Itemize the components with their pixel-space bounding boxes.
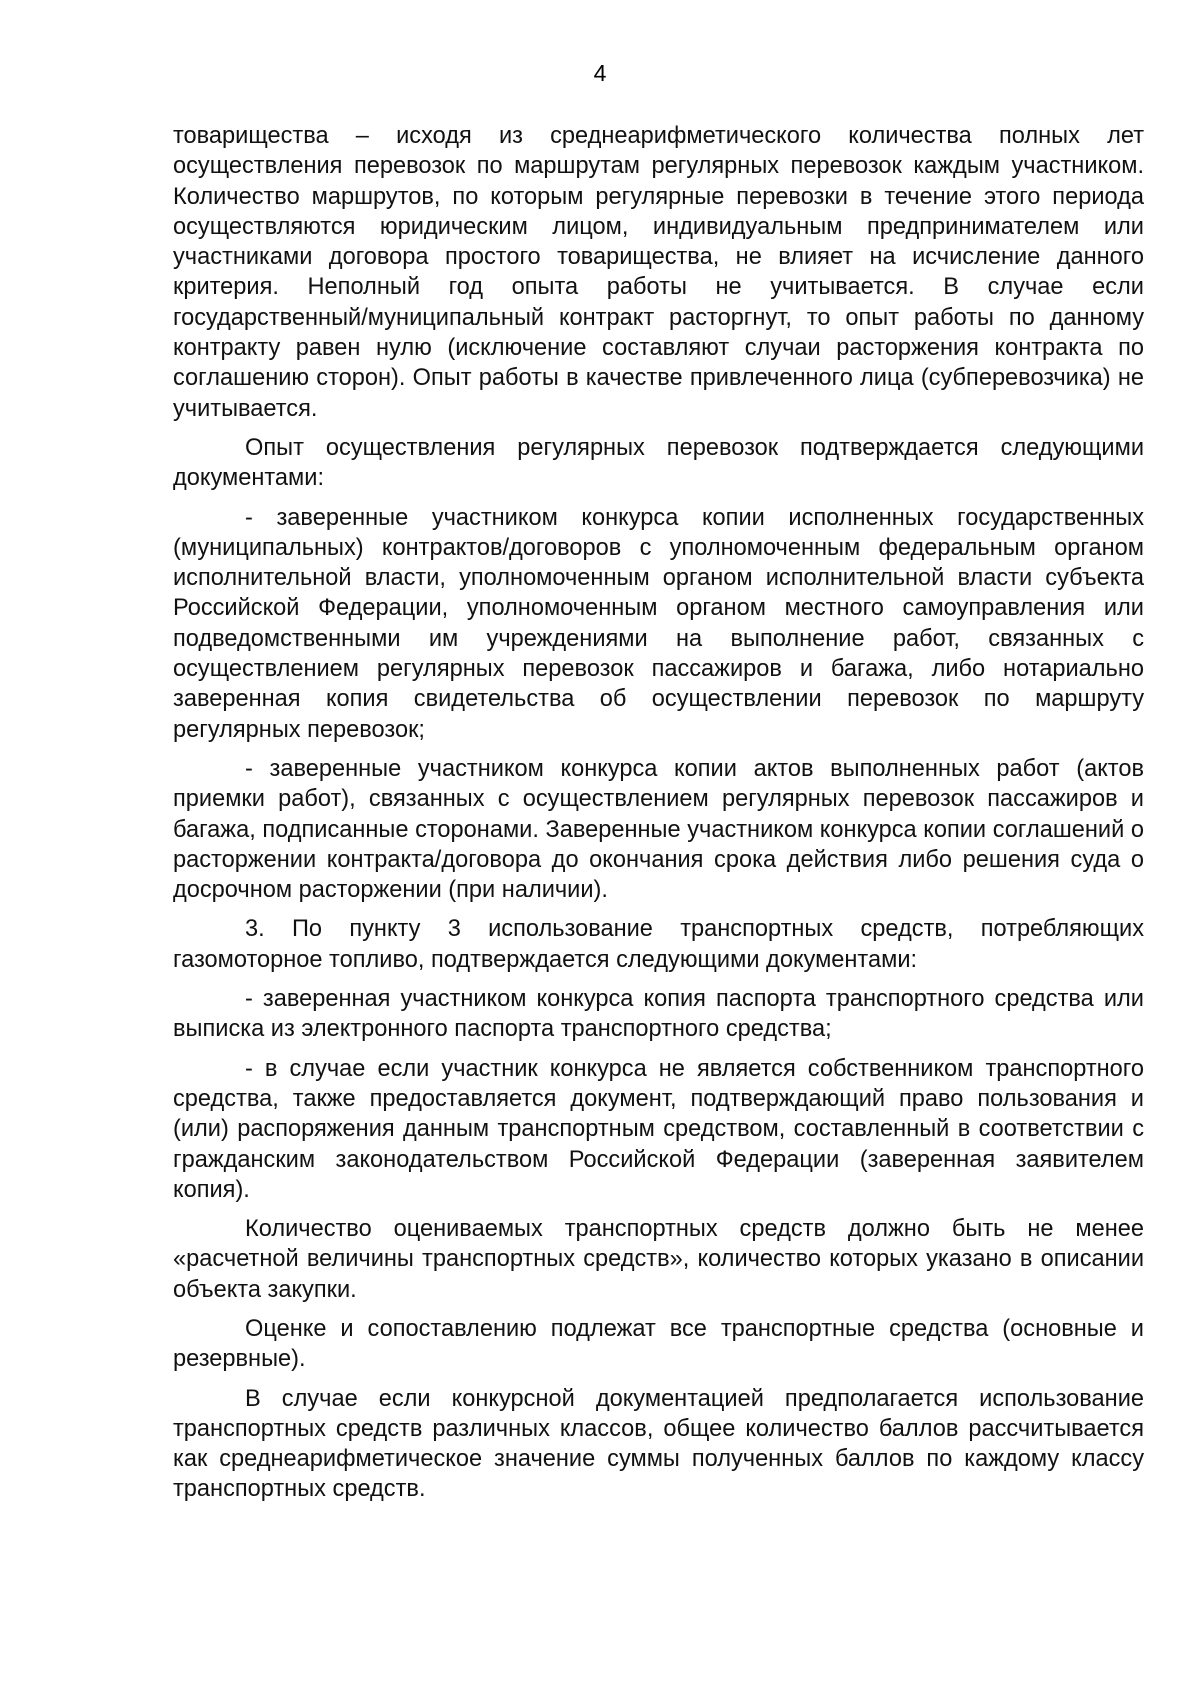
paragraph-evaluation-scope: Оценке и сопоставлению подлежат все транспортные средства (основные и резервные). [173,1315,1144,1373]
list-item-vehicle-passport: - заверенная участником конкурса копия паспорта транспортного средства или выписка из электронного паспорта транспортного средства; [173,986,1144,1043]
list-item-contracts-copies: - заверенные участником конкурса копии исполненных государственных (муниципальных) контрактов/договоров с уполномоченным федеральным органом исполнительной власти, уполномоченным органом исполнительной власти субъекта Российской Федерации, уполномоченным органом местного самоуправления или подведомственными им учреждениями на выполнение работ, связанных с осуществлением регулярных перевозок пассажиров и багажа, либо нотариально заверенная копия свидетельства об осуществлении перевозок по маршруту регулярных перевозок; [173,504,1144,743]
paragraph-vehicle-quantity: Количество оцениваемых транспортных средств должно быть не менее «расчетной величины транспортных средств», количество которых указано в описании объекта закупки. [173,1216,1144,1303]
page-number: 4 [593,60,607,86]
list-item-usage-right-document: - в случае если участник конкурса не является собственником транспортного средства, также предоставляется документ, подтверждающий право пользования и (или) распоряжения данным транспортным средством, составленный в соответствии с гражданским законодательством Российской Федерации (заверенная заявителем копия). [173,1055,1144,1203]
paragraph-experience-calculation: товарищества – исходя из среднеарифметического количества полных лет осуществления перевозок по маршрутам регулярных перевозок каждым участником. Количество маршрутов, по которым регулярные перевозки в течение этого периода осуществляются юридическим лицом, индивидуальным предпринимателем или участниками договора простого товарищества, не влияет на исчисление данного критерия. Неполный год опыта работы не учитывается. В случае если государственный/муниципальный контракт расторгнут, то опыт работы по данному контракту равен нулю (исключение составляют случаи расторжения контракта по соглашению сторон). Опыт работы в качестве привлеченного лица (субперевозчика) не учитывается. [173,123,1144,422]
document-body [173,121,1144,1505]
paragraph-score-calculation: В случае если конкурсной документацией предполагается использование транспортных средств различных классов, общее количество баллов рассчитывается как среднеарифметическое значение суммы полученных баллов по каждому классу транспортных средств. [173,1385,1144,1503]
paragraph-experience-documents-intro: Опыт осуществления регулярных перевозок подтверждается следующими документами: [173,434,1144,492]
list-item-acts-copies: - заверенные участником конкурса копии актов выполненных работ (актов приемки работ), связанных с осуществлением регулярных перевозок пассажиров и багажа, подписанные сторонами. Заверенные участником конкурса копии соглашений о расторжении контракта/договора до окончания срока действия либо решения суда о досрочном расторжении (при наличии). [173,755,1144,904]
paragraph-item-3-gas-fuel: 3. По пункту 3 использование транспортных средств, потребляющих газомоторное топливо, подтверждается следующими документами: [173,916,1144,973]
